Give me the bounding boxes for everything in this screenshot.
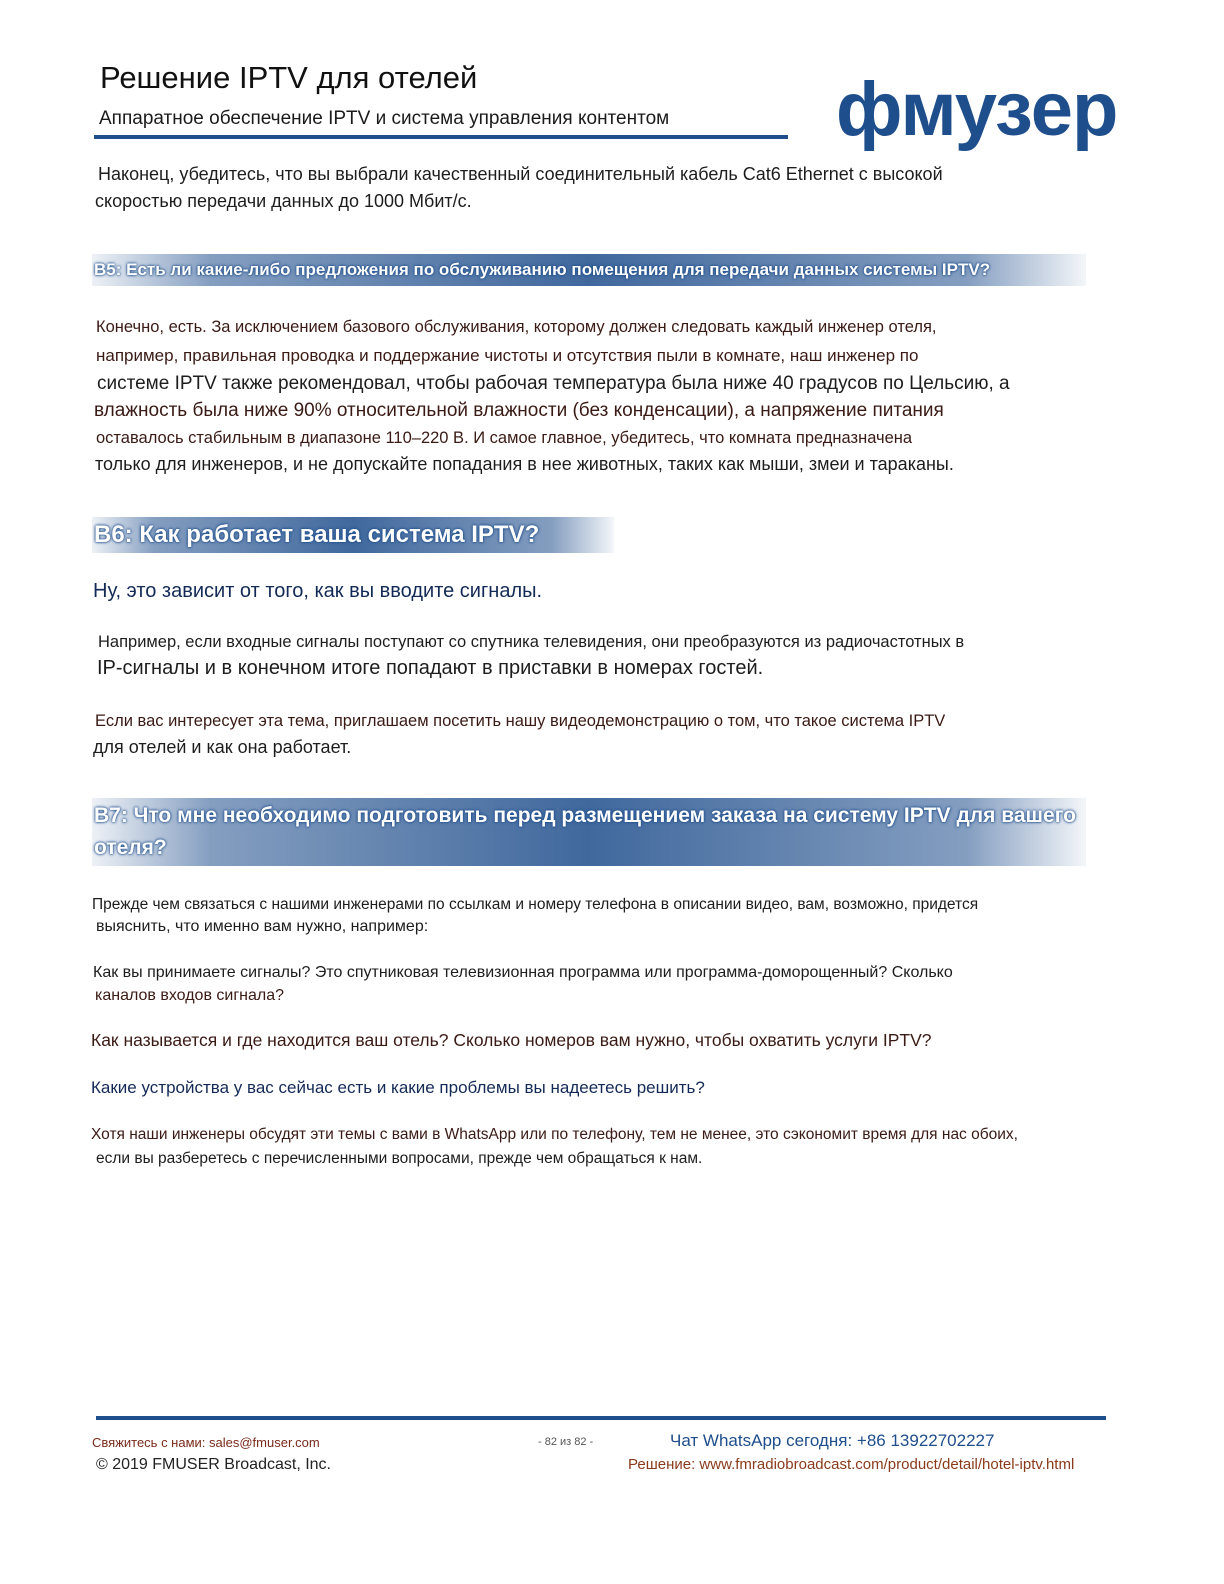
q7-heading-line-2: отеля? [94,836,167,859]
q5-answer-line-3: системе IPTV также рекомендовал, чтобы рабочая температура была ниже 40 градусов по Цельсию, а [97,373,1010,394]
question-7-heading [92,798,1086,866]
question-6-heading: В6: Как работает ваша система IPTV? [92,517,614,553]
q6-p1-line-1: Например, если входные сигналы поступают со спутника телевидения, они преобразуются из радиочастотных в [98,633,965,651]
footer-whatsapp[interactable]: Чат WhatsApp сегодня: +86 13922702227 [670,1431,995,1450]
question-5-heading: В5: Есть ли какие-либо предложения по обслуживанию помещения для передачи данных системы IPTV? [92,254,1086,286]
page-subtitle: Аппаратное обеспечение IPTV и система управления контентом [99,108,670,129]
intro-line-1: Наконец, убедитесь, что вы выбрали качественный соединительный кабель Cat6 Ethernet с высокой [98,164,943,184]
footer-contact[interactable]: Свяжитесь с нами: sales@fmuser.com [92,1435,320,1450]
q5-answer-line-1: Конечно, есть. За исключением базового обслуживания, которому должен следовать каждый инженер отеля, [96,318,937,336]
q7-p2-line-2: каналов входов сигнала? [95,987,285,1004]
q7-p1-line-1: Прежде чем связаться с нашими инженерами по ссылкам и номеру телефона в описании видео, вам, возможно, придется [92,896,979,913]
q7-p5-line-1: Хотя наши инженеры обсудят эти темы с вами в WhatsApp или по телефону, тем не менее, это сэкономит время для нас обоих, [91,1126,1018,1143]
q7-p3: Как называется и где находится ваш отель? Сколько номеров вам нужно, чтобы охватить услуги IPTV? [91,1030,932,1050]
intro-line-2: скоростью передачи данных до 1000 Мбит/с. [95,191,472,211]
footer-copyright: © 2019 FMUSER Broadcast, Inc. [96,1456,331,1473]
q7-heading-line-1: В7: Что мне необходимо подготовить перед размещением заказа на систему IPTV для вашего [94,804,1076,827]
footer-divider [96,1416,1106,1420]
q7-p5-line-2: если вы разберетесь с перечисленными вопросами, прежде чем обращаться к нам. [96,1150,703,1167]
footer-page-number: - 82 из 82 - [538,1436,594,1448]
fmuser-logo: фмузер [836,67,1118,152]
q5-answer-line-4: влажность была ниже 90% относительной влажности (без конденсации), а напряжение питания [94,400,944,421]
q7-p2-line-1: Как вы принимаете сигналы? Это спутниковая телевизионная программа или программа-доморощенный? Сколько [93,964,953,981]
header-divider [94,135,788,139]
footer-solution-link[interactable]: Решение: www.fmradiobroadcast.com/product/detail/hotel-iptv.html [628,1456,1075,1473]
q6-p2-line-1: Если вас интересует эта тема, приглашаем посетить нашу видеодемонстрацию о том, что такое система IPTV [95,712,946,730]
q7-p1-line-2: выяснить, что именно вам нужно, например: [96,918,429,935]
q5-answer-line-5: оставалось стабильным в диапазоне 110–220 В. И самое главное, убедитесь, что комната предназначена [96,429,913,447]
page-title: Решение IPTV для отелей [100,60,478,95]
q5-answer-line-6: только для инженеров, и не допускайте попадания в нее животных, таких как мыши, змеи и тараканы. [95,454,954,474]
q6-lead: Ну, это зависит от того, как вы вводите сигналы. [93,580,543,602]
q6-p2-line-2: для отелей и как она работает. [93,737,352,757]
q6-p1-line-2: IP-сигналы и в конечном итоге попадают в приставки в номерах гостей. [97,657,764,679]
q5-answer-line-2: например, правильная проводка и поддержание чистоты и отсутствия пыли в комнате, наш инженер по [96,346,919,365]
q7-p4: Какие устройства у вас сейчас есть и какие проблемы вы надеетесь решить? [91,1078,705,1097]
